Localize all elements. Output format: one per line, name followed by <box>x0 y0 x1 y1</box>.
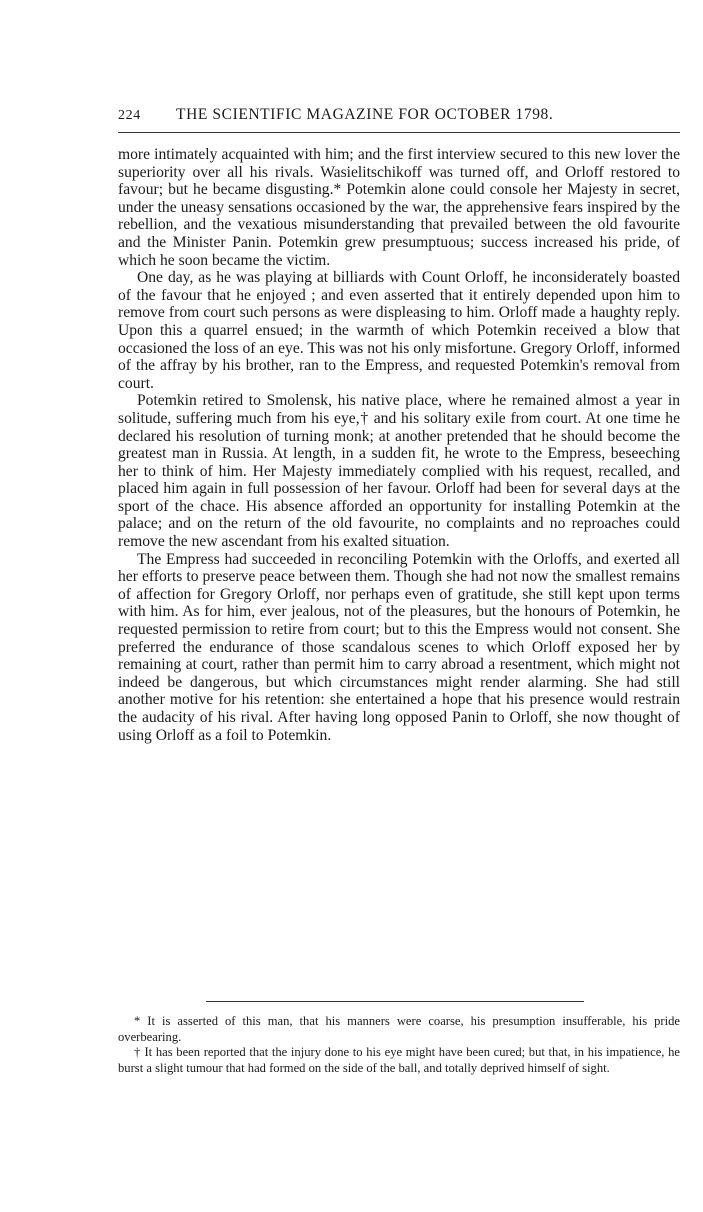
page-number: 224 <box>118 108 141 123</box>
header-rule <box>118 132 680 133</box>
page-header <box>118 106 680 130</box>
body-text <box>118 146 680 744</box>
footnote: * It is asserted of this man, that his manners were coarse, his presumption insufferable, his pride overbearing. <box>118 1014 680 1044</box>
running-title: THE SCIENTIFIC MAGAZINE FOR OCTOBER 1798. <box>176 106 554 123</box>
footnote: † It has been reported that the injury done to his eye might have been cured; but that, in his impatience, he burst a slight tumour that had formed on the side of the ball, and totally deprived himself of sight. <box>118 1045 680 1075</box>
footnotes <box>118 1014 680 1076</box>
paragraph: One day, as he was playing at billiards with Count Orloff, he inconsiderately boasted of the favour that he enjoyed ; and even asserted that it entirely depended upon him to remove from court such persons as were displeasing to him. Orloff made a haughty reply. Upon this a quarrel ensued; in the warmth of which Potemkin received a blow that occasioned the loss of an eye. This was not his only misfortune. Gregory Orloff, informed of the affray by his brother, ran to the Empress, and requested Potemkin's removal from court. <box>118 269 680 392</box>
paragraph: more intimately acquainted with him; and the first interview secured to this new lover the superiority over all his rivals. Wasielitschikoff was turned off, and Orloff restored to favour; but he became disgusting.* Potemkin alone could console her Majesty in secret, under the uneasy sensations occasioned by the war, the apprehensive fears inspired by the rebellion, and the vexatious misunderstanding that prevailed between the old favourite and the Minister Panin. Potemkin grew presumptuous; success increased his pride, of which he soon became the victim. <box>118 146 680 269</box>
paragraph: Potemkin retired to Smolensk, his native place, where he remained almost a year in solitude, suffering much from his eye,† and his solitary exile from court. At one time he declared his resolution of turning monk; at another pretended that he should become the greatest man in Russia. At length, in a sudden fit, he wrote to the Empress, beseeching her to think of him. Her Majesty immediately complied with his request, recalled, and placed him again in full possession of her favour. Orloff had been for several days at the sport of the chace. His absence afforded an opportunity for installing Potemkin at the palace; and on the return of the old favourite, no complaints and no reproaches could remove the new ascendant from his exalted situation. <box>118 392 680 551</box>
paragraph: The Empress had succeeded in reconciling Potemkin with the Orloffs, and exerted all her efforts to preserve peace between them. Though she had not now the smallest remains of affection for Gregory Orloff, nor perhaps even of gratitude, she still kept upon terms with him. As for him, ever jealous, not of the pleasures, but the honours of Potemkin, he requested permission to retire from court; but to this the Empress would not consent. She preferred the endurance of those scandalous scenes to which Orloff exposed her by remaining at court, rather than permit him to carry abroad a resentment, which might not indeed be dangerous, but which circumstances might render alarming. She had still another motive for his retention: she entertained a hope that his presence would restrain the audacity of his rival. After having long opposed Panin to Orloff, she now thought of using Orloff as a foil to Potemkin. <box>118 550 680 744</box>
footnote-rule <box>206 1001 584 1002</box>
